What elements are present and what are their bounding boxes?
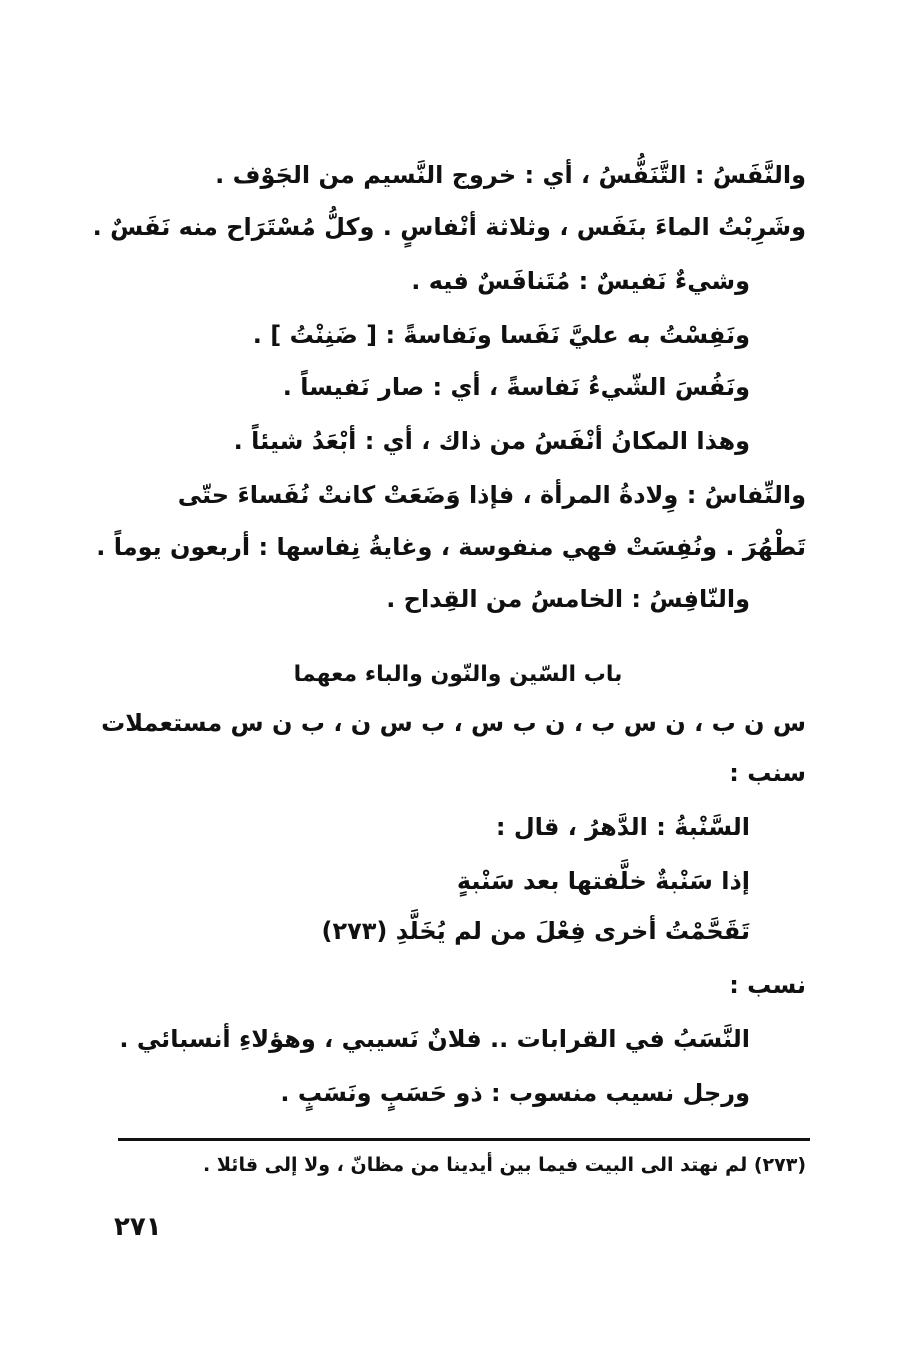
entry-line-nafis-qidah: والنّافِسُ : الخامسُ من القِداح . [386,585,750,613]
entry-line-nafis: وشيءٌ نَفيسٌ : مُتَنافَسٌ فيه . [411,267,750,295]
entry-line-tathura: تَطْهُرَ . ونُفِسَتْ فهي منفوسة ، وغايةُ نِفاسها : أربعون يوماً . [96,533,806,561]
page-number: ٢٧١ [114,1212,162,1242]
footnote-divider [118,1138,810,1141]
entry-line-anfas: وهذا المكانُ أنْفَسُ من ذاك ، أي : أبْعَدُ شيئاً . [233,427,750,455]
entry-line-nasib: ورجل نسيب منسوب : ذو حَسَبٍ ونَسَبٍ . [280,1079,750,1107]
entry-line-sharibtu: وشَرِبْتُ الماءَ بنَفَس ، وثلاثة أنْفاسٍ . وكلُّ مُسْتَرَاح منه نَفَسٌ . [92,213,806,241]
verse-line-1: إذا سَنْبةٌ خلَّفتها بعد سَنْبةٍ [456,867,750,895]
root-heading-nsb: نسب : [729,971,806,999]
entry-line-nasab: النَّسَبُ في القرابات .. فلانٌ نَسيبي ، وهؤلاءِ أنسبائي . [119,1025,750,1053]
entry-line-sanba: السَّنْبةُ : الدَّهرُ ، قال : [495,813,750,841]
root-permutations: س ن ب ، ن س ب ، ن ب س ، ب س ن ، ب ن س مستعملات [101,709,806,737]
section-heading: باب السّين والنّون والباء معهما [293,662,623,687]
entry-line-nafas: والنَّفَسُ : التَّنَفُّسُ ، أي : خروج النَّسيم من الجَوْف . [215,161,806,189]
entry-line-nafusa: ونَفُسَ الشّيءُ نَفاسةً ، أي : صار نَفيساً . [282,373,750,401]
verse-line-2: تَقَحَّمْتُ أخرى فِعْلَ من لم يُخَلَّدِ (٢٧٣) [321,917,750,945]
entry-line-nifas: والنِّفاسُ : وِلادةُ المرأة ، فإذا وَضَعَتْ كانتْ نُفَساءَ حتّى [177,481,806,509]
footnote: (٢٧٣) لم نهتد الى البيت فيما بين أيدينا من مظانّ ، ولا إلى قائلا . [203,1154,806,1176]
root-heading-snb: سنب : [729,759,806,787]
entry-line-nafistu: ونَفِسْتُ به عليَّ نَفَسا ونَفاسةً : [ ضَنِنْتُ ] . [252,321,750,349]
